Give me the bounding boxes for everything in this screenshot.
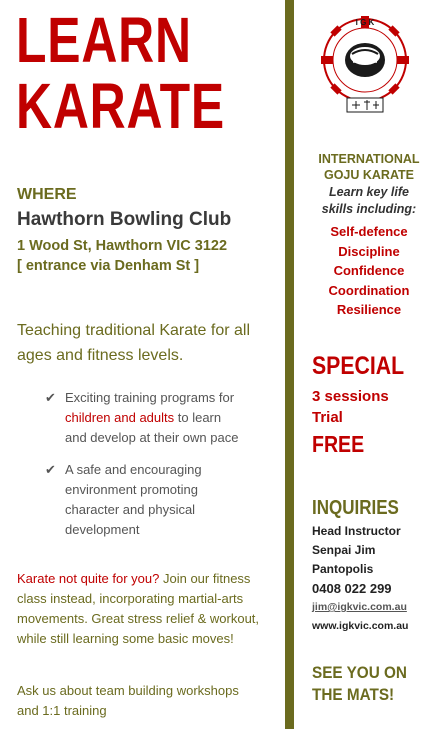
offer-line-1: 3 sessions xyxy=(312,388,389,405)
team-building-paragraph: Ask us about team building workshops and 1:1 training xyxy=(17,683,239,718)
instructor-name-2: Pantopolis xyxy=(312,562,374,576)
fitness-description: Join our fitness class instead, incorporating martial-arts movements. Great stress relief & workout, while still learning some basic moves! xyxy=(17,571,260,646)
skills-list xyxy=(298,222,440,320)
closing-message xyxy=(312,662,407,706)
org-line-2: GOJU KARATE xyxy=(323,168,415,182)
website-link[interactable]: www.igkvic.com.au xyxy=(312,620,409,632)
org-name xyxy=(298,151,440,183)
skill-item: Resilience xyxy=(336,302,402,317)
fitness-class-paragraph xyxy=(17,569,262,649)
feature-highlight: children and adults xyxy=(65,410,175,425)
inquiries-heading: INQUIRIES xyxy=(312,497,399,519)
checkmark-icon: ✔ xyxy=(45,462,56,477)
special-heading: SPECIAL xyxy=(312,352,405,380)
phone-number: 0408 022 299 xyxy=(312,581,392,596)
skill-item: Coordination xyxy=(328,282,410,298)
free-label: FREE xyxy=(312,431,365,457)
venue-address xyxy=(17,236,227,276)
where-heading: WHERE xyxy=(17,186,77,203)
address-line: 1 Wood St, Hawthorn VIC 3122 xyxy=(17,238,228,254)
feature-text: A safe and encouraging environment promoting character and physical development xyxy=(65,462,202,537)
skill-item: Confidence xyxy=(333,263,405,278)
special-offer xyxy=(312,386,389,428)
logo-letters: I G K xyxy=(355,18,375,27)
column-divider xyxy=(285,0,294,729)
skill-item: Discipline xyxy=(338,243,400,259)
skills-intro-line-2: skills including: xyxy=(321,202,417,216)
fitness-question: Karate not quite for you? xyxy=(17,571,160,586)
igk-logo xyxy=(319,14,411,114)
feature-item-programs xyxy=(45,388,245,448)
feature-item-environment xyxy=(45,460,245,540)
instructor-name-1: Senpai Jim xyxy=(312,543,376,557)
skill-item: Self-defence xyxy=(330,224,408,239)
venue-name: Hawthorn Bowling Club xyxy=(17,209,232,230)
closing-line-2: THE MATS! xyxy=(312,685,395,704)
skills-intro xyxy=(298,184,440,218)
feature-text-end: to learn and develop at their own pace xyxy=(65,410,239,445)
entrance-line: [ entrance via Denham St ] xyxy=(17,258,200,274)
instructor-role: Head Instructor xyxy=(312,524,401,538)
contact-details xyxy=(312,522,408,636)
feature-list xyxy=(45,388,245,552)
title-learn: LEARN xyxy=(16,4,192,76)
org-line-1: INTERNATIONAL xyxy=(318,152,420,166)
closing-line-1: SEE YOU ON xyxy=(312,663,407,682)
feature-text: Exciting training programs for xyxy=(65,390,235,405)
checkmark-icon: ✔ xyxy=(45,390,56,405)
skills-intro-line-1: Learn key life xyxy=(329,185,409,199)
title-karate: KARATE xyxy=(16,70,225,142)
email-link[interactable]: jim@igkvic.com.au xyxy=(312,601,407,613)
offer-line-2: Trial xyxy=(312,409,343,426)
teaching-statement: Teaching traditional Karate for all ages and fitness levels. xyxy=(17,322,251,364)
